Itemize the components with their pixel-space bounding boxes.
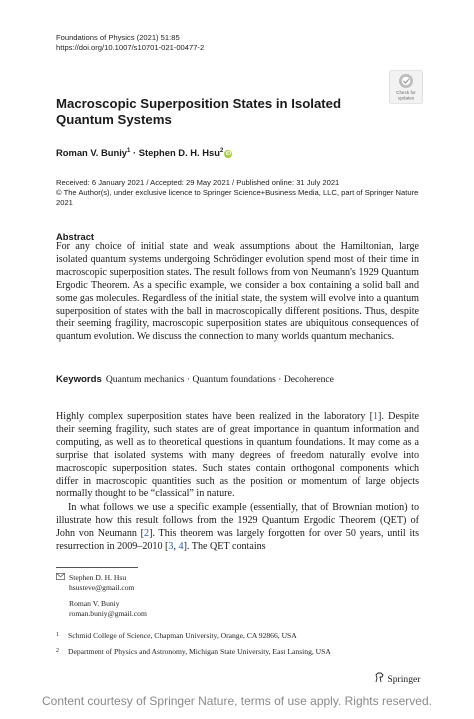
affiliation-text: Schmid College of Science, Chapman University, Orange, CA 92866, USA [68, 631, 297, 640]
contact-email[interactable]: hsusteve@gmail.com [69, 583, 135, 592]
publisher-name: Springer [387, 674, 421, 685]
contact-name: Roman V. Buniy [69, 599, 120, 608]
affiliation-marker: 2 [219, 147, 224, 154]
body-text: ]. Despite their seeming fragility, such states are of great importance in quantum information and computing, as well as to theoretical questions in quantum foundations. It may come as a surprise that isolated systems with many degrees of freedom naturally evolve into macroscopic superposition states. Such states contain orthogonal components which differ in macroscopic quantities such as the position or momentum of large objects normally thought to be “classical” in nature. [56, 411, 419, 500]
corresponding-author-1 [69, 573, 134, 593]
journal-citation: Foundations of Physics (2021) 51:85 [56, 33, 180, 42]
author-name[interactable]: Roman V. Buniy [56, 147, 128, 158]
footnote-divider [56, 567, 138, 568]
check-for-updates-icon [389, 70, 423, 104]
badge-label-1: Check for [396, 90, 416, 95]
corresponding-author-2 [69, 599, 147, 619]
publication-history [56, 178, 426, 208]
copyright-year: 2021 [56, 198, 73, 207]
citation-link[interactable]: 1 [373, 411, 379, 422]
author-name[interactable]: Stephen D. H. Hsu [138, 147, 220, 158]
keywords [56, 374, 419, 385]
body-text: , [173, 540, 179, 552]
abstract-heading: Abstract [56, 231, 95, 242]
author-separator: · [130, 147, 139, 158]
copyright-line: © The Author(s), under exclusive licence to Springer Science+Business Media, LLC, part of Springer Nature [56, 188, 419, 197]
body-paragraph [56, 502, 419, 554]
affiliation-number: 2 [56, 648, 59, 654]
check-for-updates-badge[interactable] [389, 70, 423, 104]
citation-link[interactable]: 3 [168, 540, 174, 552]
citation-link[interactable]: 2 [144, 527, 150, 539]
correspondence-icon-wrap [56, 573, 68, 583]
springer-horse-icon [374, 674, 387, 685]
doi-link[interactable]: https://doi.org/10.1007/s10701-021-00477-2 [56, 43, 205, 52]
orcid-icon[interactable]: iD [225, 151, 232, 157]
keywords-label: Keywords [56, 374, 102, 385]
envelope-icon [56, 573, 68, 583]
dates-line: Received: 6 January 2021 / Accepted: 29 May 2021 / Published online: 31 July 2021 [56, 178, 340, 187]
contact-name: Stephen D. H. Hsu [69, 573, 127, 582]
body-text: ]. This theorem was largely forgotten for over 50 years, until its resurrection in 2009–2010 [ [56, 527, 419, 552]
courtesy-notice: Content courtesy of Springer Nature, terms of use apply. Rights reserved. [42, 694, 432, 708]
keywords-list: Quantum mechanics · Quantum foundations · Decoherence [105, 374, 334, 385]
article-title: Macroscopic Superposition States in Isolated Quantum Systems [56, 96, 342, 127]
citation-link[interactable]: 4 [178, 540, 184, 552]
contact-email[interactable]: roman.buniy@gmail.com [69, 609, 147, 618]
author-list [56, 147, 232, 158]
affiliation-text: Department of Physics and Astronomy, Michigan State University, East Lansing, USA [68, 647, 331, 656]
publisher-logo [374, 672, 420, 685]
body-text: In what follows we use a specific example (essentially, that of Brownian motion) to illustrate how this result follows from the 1929 Quantum Ergodic Theorem (QET) of John von Neumann [ [56, 502, 419, 539]
affiliation [56, 630, 297, 641]
abstract-text: For any choice of initial state and weak assumptions about the Hamiltonian, large isolated quantum systems undergoing Schrödinger evolution spend most of their time in macroscopic superposition states. The result follows from von Neumann's 1929 Quantum Ergodic Theorem. As a specific example, we consider a box containing a solid ball and some gas molecules. Regardless of the initial state, the system will evolve into a quantum superposition of states with the ball in macroscopically different positions. Thus, despite their seeming fragility, macroscopic superposition states are ubiquitous consequences of quantum evolution. We discuss the connection to many worlds quantum mechanics. [56, 241, 419, 343]
affiliation-number: 1 [56, 632, 59, 638]
badge-label-2: updates [397, 95, 415, 101]
affiliation [56, 646, 331, 657]
body-paragraph [56, 411, 419, 501]
affiliation-marker: 1 [127, 147, 131, 154]
body-text: ]. The QET contains [183, 540, 266, 552]
body-text: Highly complex superposition states have been realized in the laboratory [ [56, 411, 373, 422]
journal-header [56, 33, 204, 53]
